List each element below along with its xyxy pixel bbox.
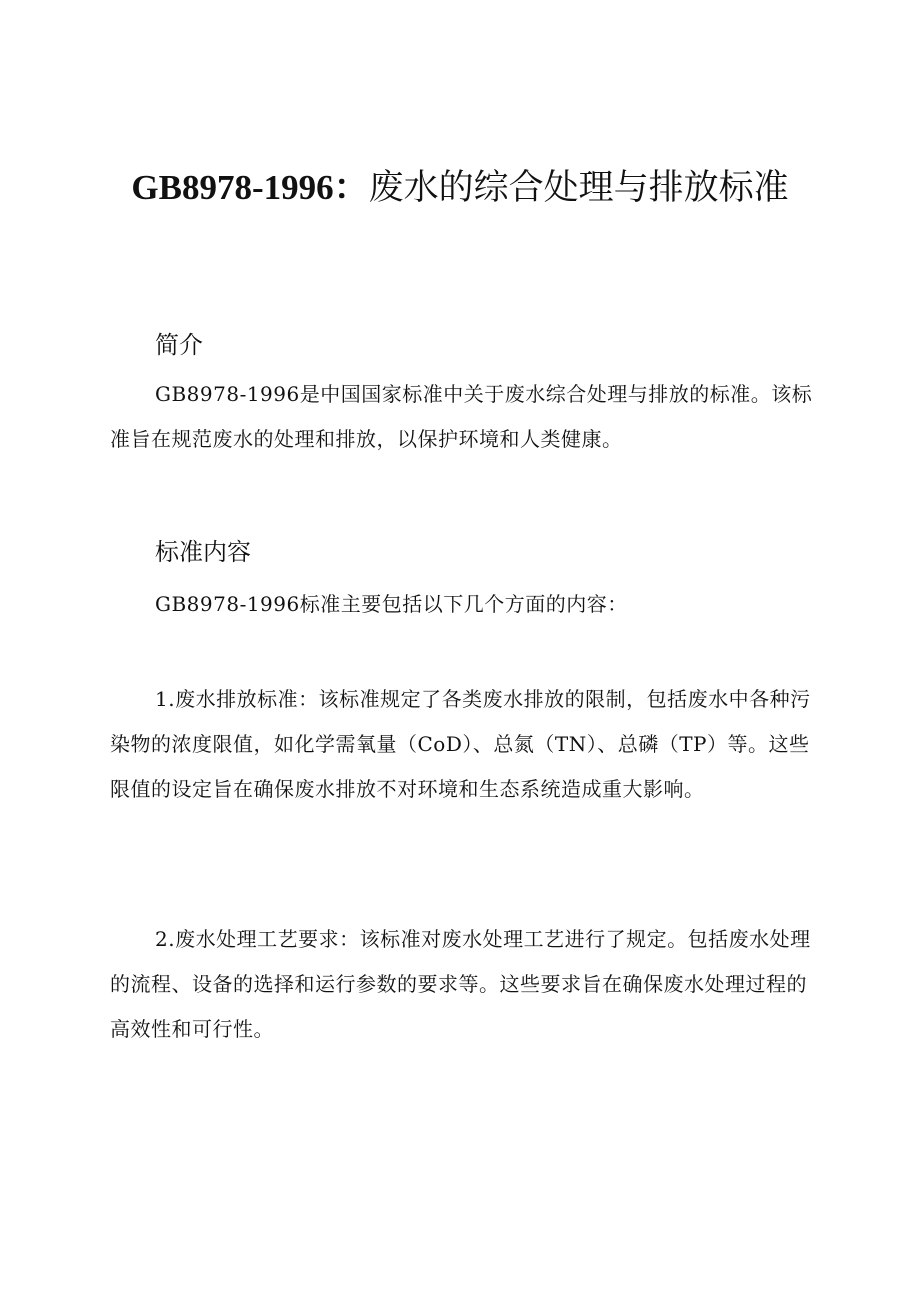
title-standard-code: GB8978-1996： [131,168,369,207]
intro-heading: 简介 [155,331,203,359]
content-paragraph: GB8978-1996标准主要包括以下几个方面的内容： [155,592,628,616]
title-text: 废水的综合处理与排放标准 [368,168,789,208]
list-item-2: 2.废水处理工艺要求：该标准对废水处理工艺进行了规定。包括废水处理的流程、设备的选择和运行参数的要求等。这些要求旨在确保废水处理过程的高效性和可行性。 [110,927,811,1041]
document-title [130,162,790,214]
content-heading: 标准内容 [155,538,251,566]
intro-paragraph: GB8978-1996是中国国家标准中关于废水综合处理与排放的标准。该标准旨在规范废水的处理和排放，以保护环境和人类健康。 [110,382,813,451]
list-item-1: 1.废水排放标准：该标准规定了各类废水排放的限制，包括废水中各种污染物的浓度限值，如化学需氧量（CoD）、总氮（TN）、总磷（TP）等。这些限值的设定旨在确保废水排放不对环境和生态系统造成重大影响。 [110,687,811,801]
